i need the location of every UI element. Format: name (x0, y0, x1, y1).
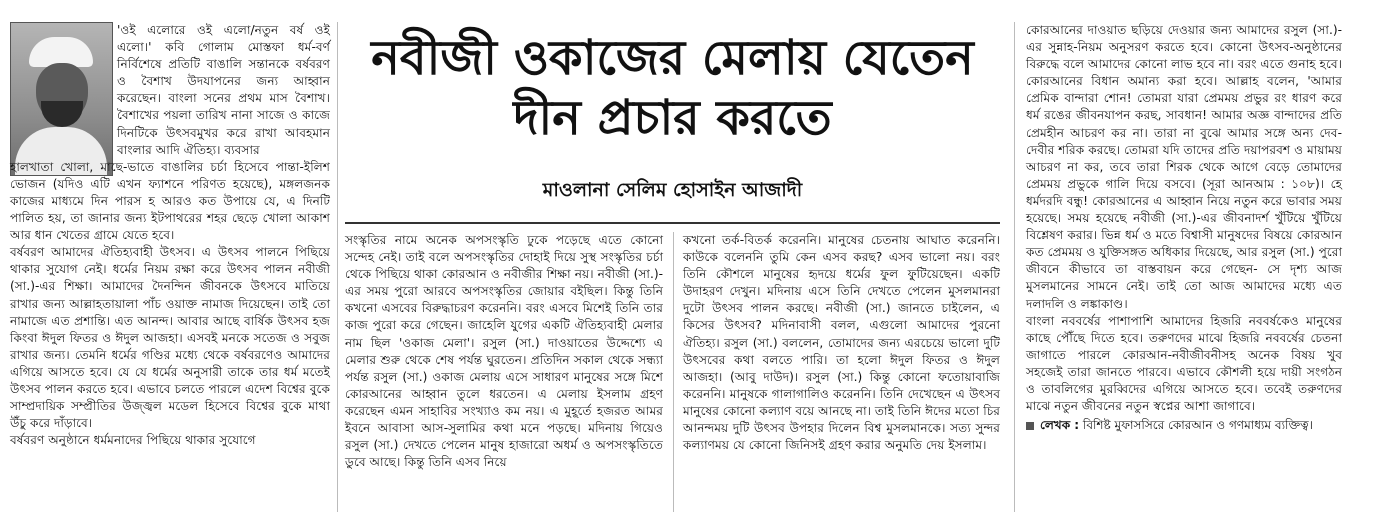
article-column-4 (1026, 22, 1342, 434)
paragraph: সংস্কৃতির নামে অনেক অপসংস্কৃতি ঢুকে পড়েছে এতে কোনো সন্দেহ নেই। তাই বলে অপসংস্কৃতির দোহাই দিয়ে সুস্থ সংস্কৃতির চর্চা থেকে পিছিয়ে থাকা কোরআন ও নবীজীর শিক্ষা নয়। নবীজী (সা.)-এর সময় পুরো আরবে অপসংস্কৃতির জোয়ার বইছিল। কিন্তু তিনি কখনো এসবের বিরুদ্ধাচরণ করেননি। বরং এসবে মিশেই তিনি তার কাজ পুরো করে গেছেন। জাহেলি যুগের একটি ঐতিহ্যবাহী মেলার নাম ছিল 'ওকাজ মেলা'। রসুল (সা.) দাওয়াতের উদ্দেশ্যে এ মেলার শুরু থেকে শেষ পর্যন্ত ঘুরতেন। প্রতিদিন সকাল থেকে সন্ধ্যা পর্যন্ত রসুল (সা.) ওকাজ মেলায় এসে সাধারণ মানুষের সঙ্গে মিশে কোরআনের আহ্বান তুলে ধরতেন। এ মেলায় ইসলাম গ্রহণ করেছেন এমন সাহাবির সংখ্যাও কম নয়। এ মুহূর্তে হজরত আমর ইবনে আবাসা আস-সুলামির কথা মনে পড়ছে। মদিনায় গিয়েও রসুল (সা.) দেখতে পেলেন মানুষ হাজারো অধর্ম ও অপসংস্কৃতিতে ডুবে আছে। কিন্তু তিনি এসব নিয়ে (345, 233, 663, 470)
byline: মাওলানা সেলিম হোসাইন আজাদী (542, 179, 803, 201)
paragraph: বাংলা নববর্ষের পাশাপাশি আমাদের হিজরি নববর্ষকেও মানুষের কাছে পৌঁছে দিতে হবে। তরুণদের মাঝে হিজরি নববর্ষের চেতনা জাগাতে পারলে কোরআন-নবীজীবনীসহ অনেক বিষয় খুব সহজেই তারা জানতে পারবে। এভাবে কৌশলী হয়ে দায়ী সংগঠন ও তাবলিগের মুরব্বিদের এগিয়ে আসতে হবে। তবেই তরুণদের মাঝে নতুন জীবনের নতুন স্বপ্নের আশা জাগাবে। (1026, 313, 1342, 414)
article-column-2 (345, 232, 663, 471)
column-divider (673, 232, 674, 512)
paragraph: হালখাতা খোলা, মাছে-ভাতে বাঙালির চর্চা হিসেবে পান্তা-ইলিশ ভোজন (যদিও এটি এখন ফ্যাশনে পরিণত হয়েছে), মঙ্গলজনক কাজের মাধ্যমে দিন পারস হ আরও কত উপায়ে যে, এ দিনটি পালিত হয়, তা জানার জন্য ইটপাথরের শহর ছেড়ে খোলা আকাশ আর ধান খেতের গ্রামে যেতে হবে। (10, 159, 330, 243)
author-label: লেখক : (1040, 418, 1080, 433)
article-column-3 (683, 232, 1000, 454)
paragraph: কখনো তর্ক-বিতর্ক করেননি। মানুষের চেতনায় আঘাত করেননি। কাউকে বলেননি তুমি কেন এসব করছ? এসব ভালো নয়। বরং তিনি কৌশলে মানুষের হৃদয়ে ধর্মের ফুল ফুটিয়েছেন। একটি উদাহরণ দেখুন। মদিনায় এসে তিনি দেখতে পেলেন মুসলমানরা দুটো উৎসব পালন করছে। নবীজী (সা.) জানতে চাইলেন, এ কিসের উৎসব? মদিনাবাসী বলল, এগুলো আমাদের পুরনো ঐতিহ্য। রসুল (সা.) বললেন, তোমাদের জন্য এরচেয়ে ভালো দুটি উৎসবের কথা বলতে পারি। তা হলো ঈদুল ফিতর ও ঈদুল আজহা। (আবু দাউদ)। রসুল (সা.) কিন্তু কোনো ফতোয়াবাজি করেননি। মানুষকে গালাগালিও করেননি। তিনি দেখেছেন এ উৎসব মানুষের কোনো কল্যাণ বয়ে আনছে না। তাই তিনি ঈদের মতো চির আনন্দময় দুটি উৎসব উপহার দিলেন বিশ্ব মুসলমানকে। সত্য সুন্দর কল্যাণময় যে কোনো জিনিসই গ্রহণ করার অনুমতি দেয় ইসলাম। (683, 233, 1000, 453)
headline-line-1: নবীজী ওকাজের মেলায় যেতেন (371, 30, 974, 86)
author-note (1026, 417, 1342, 434)
headline-line-2: দীন প্রচার করতে (513, 90, 832, 146)
intro-paragraph: 'ওই এলোরে ওই এলো/নতুন বর্ষ ওই এলো।' কবি গোলাম মোস্তফা ধর্ম-বর্ণ নির্বিশেষে প্রতিটি বাঙালি সন্তানকে বর্ষবরণ ও বৈশাখ উদযাপনের জন্য আহ্বান করেছেন। বাংলা সনের প্রথম মাস বৈশাখ। বৈশাখের পয়লা তারিখ নানা সাজে ও কাজে দিনটিকে উৎসবমুখর করে রাখা আবহমান বাংলার আদি ঐতিহ্য। ব্যবসার (117, 23, 330, 157)
column-divider (1014, 22, 1015, 512)
column-divider (337, 22, 338, 512)
square-bullet-icon (1026, 422, 1034, 430)
paragraph: কোরআনের দাওয়াত ছড়িয়ে দেওয়ার জন্য আমাদের রসুল (সা.)-এর সুন্নাহ-নিয়ম অনুসরণ করতে হবে। কোনো উৎসব-অনুষ্ঠানের বিরুদ্ধে বলে আমাদের কোনো লাভ হবে না। বরং এতে গুনাহ হবে। কোরআনের বিধান অমান্য করা হবে। আল্লাহ বলেন, 'আমার প্রেমিক বান্দারা শোন! তোমরা যারা প্রেমময় প্রভুর রং ধারণ করে ধর্ম রঙের জীবনযাপন করছ, সাবধান! আমার অজ্ঞ বান্দাদের প্রতি প্রেমহীন আচরণ কর না। তারা না বুঝে আমার সঙ্গে অন্য দেব-দেবীর শরিক করছে। তোমরা যদি তাদের প্রতি দয়াপরবশ ও মায়াময় আচরণ না কর, তবে তারা শিরক থেকে আগে বেড়ে তোমাদের প্রেমময় প্রভুকে গালি দিয়ে বসবে। (সূরা আনআম : ১০৮)। হে ধর্মদরদি বন্ধু! কোরআনের এ আহ্বান নিয়ে নতুন করে ভাবার সময় হয়েছে। সময় হয়েছে নবীজী (সা.)-এর জীবনাদর্শ খুঁটিয়ে খুঁটিয়ে বিশ্লেষণ করার। ভিন্ন ধর্ম ও মতে বিশ্বাসী মানুষদের বিষয়ে কোরআন কত প্রেমময় ও যুক্তিসঙ্গত অধিকার দিয়েছে, আর রসুল (সা.) পুরো জীবনে কীভাবে তা বাস্তবায়ন করে গেছেন- সে দৃশ্য আজ মুসলমানের সামনে নেই। তাই তো আজ আমাদের মধ্যে এত দলাদলি ও লঙ্কাকাণ্ড। (1026, 23, 1342, 311)
paragraph: বর্ষবরণ আমাদের ঐতিহ্যবাহী উৎসব। এ উৎসব পালনে পিছিয়ে থাকার সুযোগ নেই। ধর্মের নিয়ম রক্ষা করে উৎসব পালন নবীজী (সা.)-এর শিক্ষা। আমাদের দৈনন্দিন জীবনকে উৎসবে মাতিয়ে রাখার জন্য আল্লাহতায়ালা পাঁচ ওয়াক্ত নামাজ দিয়েছেন। তাই তো নামাজে এত প্রশান্তি। এত আনন্দ। আবার আছে বার্ষিক উৎসব হজ কিংবা ঈদুল ফিতর ও ঈদুল আজহা। এসবই মনকে সতেজ ও সবুজ রাখার জন্য। তেমনি ধর্মের গণ্ডির মধ্যে থেকে বর্ষবরণেও আমাদের এগিয়ে আসতে হবে। যে যে ধর্মের অনুসারী তাকে তার ধর্ম মতেই উৎসব পালন করতে হবে। এভাবে চলতে পারলে এদেশ বিশ্বের বুকে সাম্প্রদায়িক সম্প্রীতির উজ্জ্বল মডেল হিসেবে বিশ্বের বুকে মাথা উঁচু করে দাঁড়াবে। (10, 245, 330, 431)
author-description: বিশিষ্ট মুফাসসিরে কোরআন ও গণমাধ্যম ব্যক্তিত্ব। (1082, 418, 1313, 433)
article-column-1 (10, 22, 330, 449)
paragraph: বর্ষবরণ অনুষ্ঠানে ধর্মমনাদের পিছিয়ে থাকার সুযোগে (10, 433, 256, 448)
byline-rule (345, 222, 1000, 224)
headline (345, 28, 1000, 148)
